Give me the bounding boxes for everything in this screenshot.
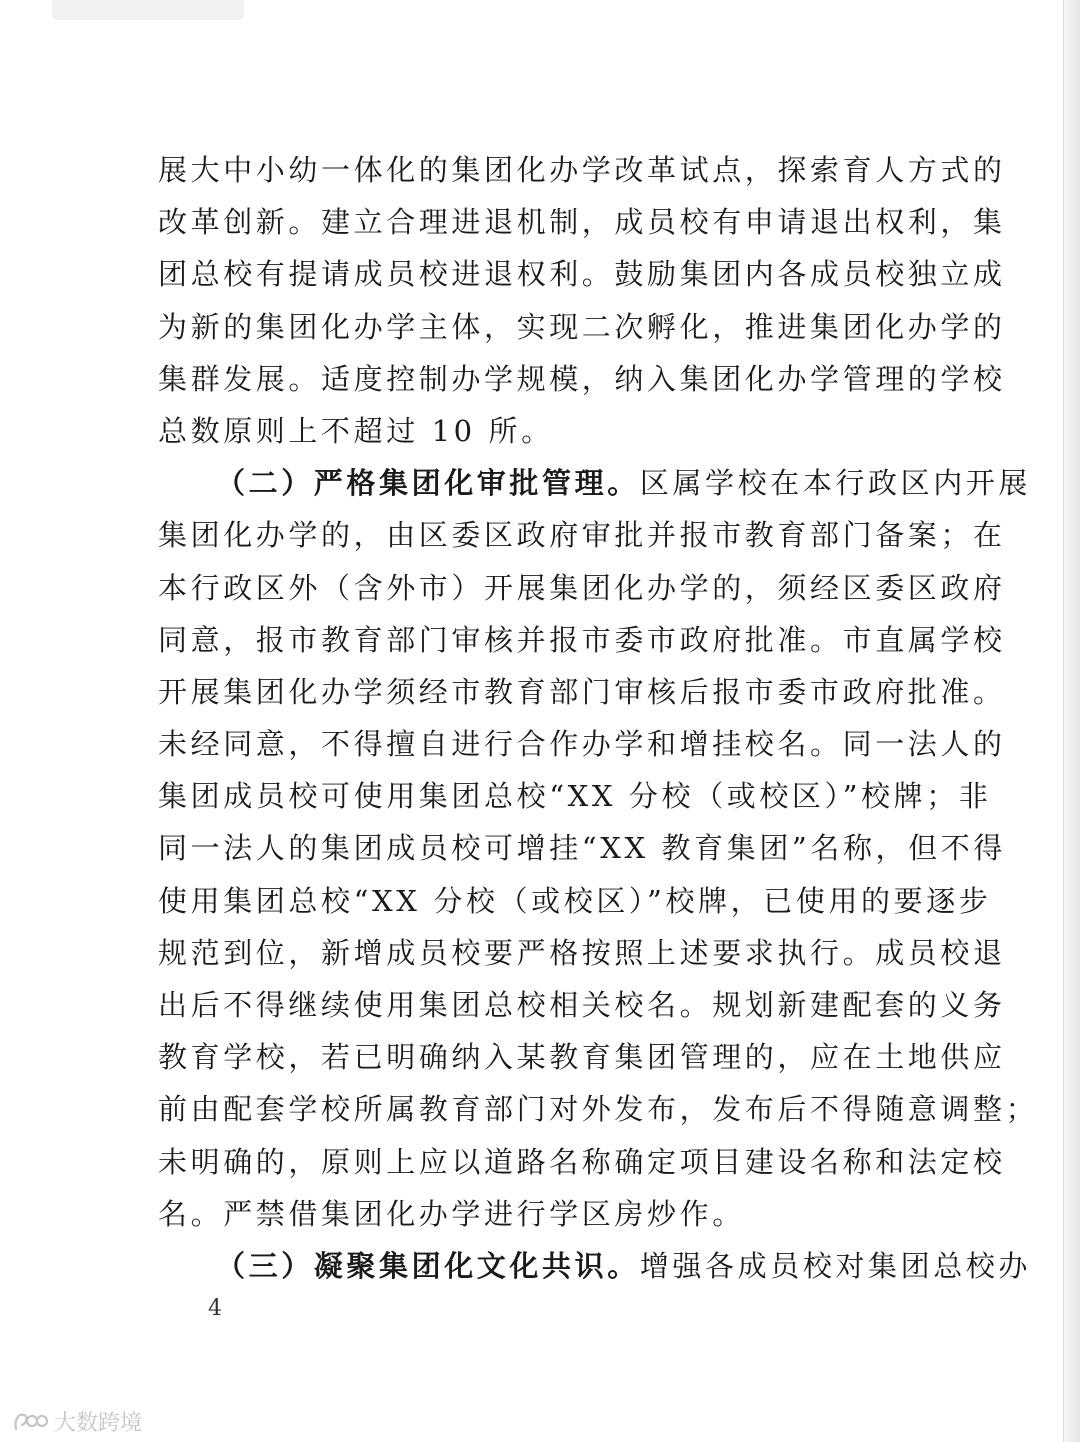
body-line: 前由配套学校所属教育部门对外发布，发布后不得随意调整； [158,1092,1039,1127]
page-edge [1063,0,1080,1442]
body-line: 集群发展。适度控制办学规模，纳入集团化办学管理的学校 [158,361,1006,396]
body-line: 同一法人的集团成员校可增挂“XX 教育集团”名称，但不得 [158,831,1006,866]
body-line: 同意，报市教育部门审核并报市委市政府批准。市直属学校 [158,622,1006,657]
section-text: 增强各成员校对集团总校办 [639,1248,1032,1283]
scan-smudge [52,0,244,20]
body-line: 开展集团化办学须经市教育部门审核后报市委市政府批准。 [158,674,1006,709]
brand-logo-icon [12,1409,48,1433]
body-line: 未经同意，不得擅自进行合作办学和增挂校名。同一法人的 [158,727,1006,762]
section-line [158,457,1032,509]
body-line: 出后不得继续使用集团总校相关校名。规划新建配套的义务 [158,988,1006,1022]
section-heading: （三）凝聚集团化文化共识。 [216,1248,640,1283]
body-line: 本行政区外（含外市）开展集团化办学的，须经区委区政府 [158,570,1006,605]
body-line: 未明确的，原则上应以道路名称确定项目建设名称和法定校 [158,1144,1006,1179]
section-heading: （二）严格集团化审批管理。 [216,466,640,501]
section-line [158,1240,1032,1292]
watermark-text: 大数跨境 [54,1410,143,1436]
body-line: 名。严禁借集团化办学进行学区房炒作。 [158,1196,745,1231]
body-line: 集团成员校可使用集团总校“XX 分校（或校区）”校牌；非 [158,779,992,814]
body-line: 总数原则上不超过 10 所。 [158,413,554,448]
body-line: 使用集团总校“XX 分校（或校区）”校牌，已使用的要逐步 [158,883,992,918]
body-line: 为新的集团化办学主体，实现二次孵化，推进集团化办学的 [158,309,1006,344]
document-body [158,144,1039,1292]
body-line: 团总校有提请成员校进退权利。鼓励集团内各成员校独立成 [158,257,1006,292]
body-line: 集团化办学的，由区委区政府审批并报市教育部门备案；在 [158,518,1006,553]
page-number: 4 [208,1296,222,1321]
body-line: 教育学校，若已明确纳入某教育集团管理的，应在土地供应 [158,1040,1006,1075]
section-text: 区属学校在本行政区内开展 [639,466,1032,501]
body-line: 改革创新。建立合理进退机制，成员校有申请退出权利，集 [158,205,1006,240]
body-line: 展大中小幼一体化的集团化办学改革试点，探索育人方式的 [158,153,1006,187]
body-line: 规范到位，新增成员校要严格按照上述要求执行。成员校退 [158,935,1006,970]
watermark [12,1404,142,1438]
